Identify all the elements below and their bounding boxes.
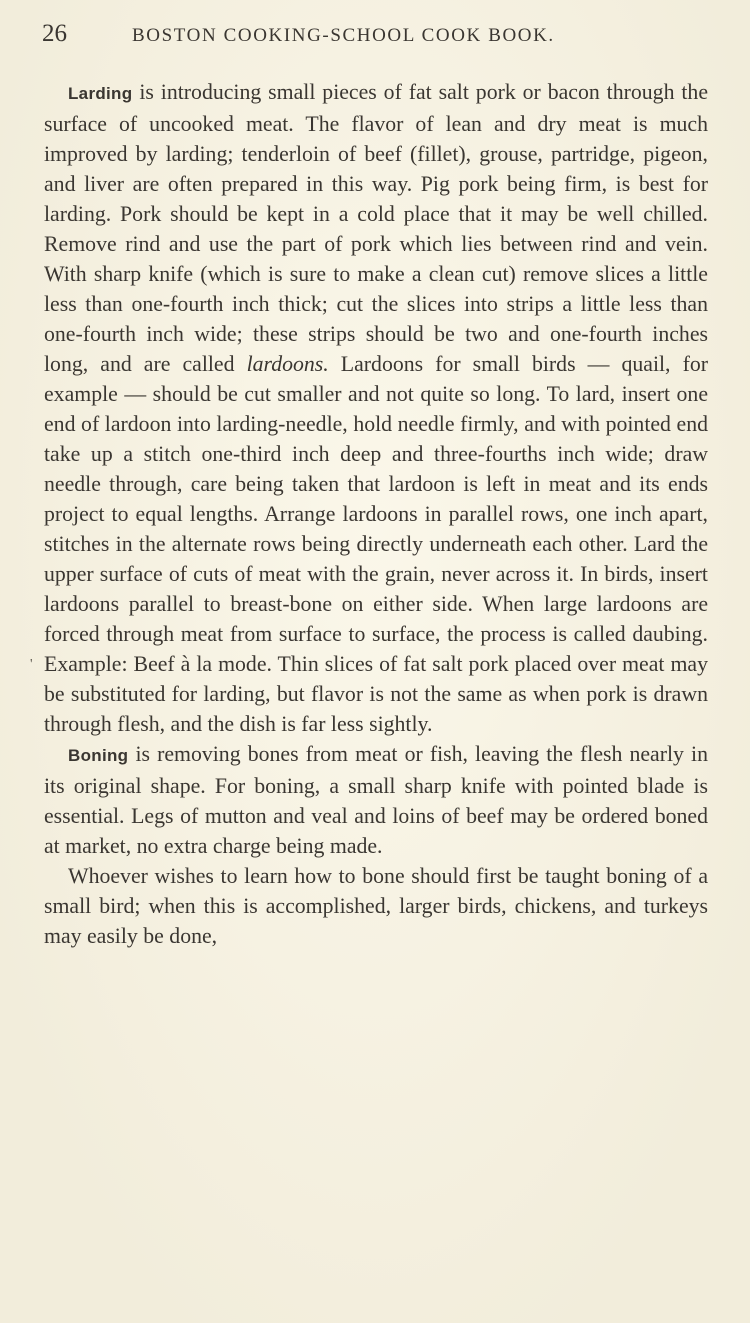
whoever-text: Whoever wishes to learn how to bone should first be taught boning of a small bird; when this is accomplished, larger birds, chickens, and turkeys may easily be done, [44, 864, 708, 948]
boning-term: Boning [68, 746, 129, 765]
larding-text-2: Lardoons for small birds — quail, for example — should be cut smaller and not quite so long. To lard, insert one end of lardoon into larding-needle, hold needle firmly, and with pointed end take up a stitch one-third inch deep and three-fourths inch wide; draw needle through, care being taken that lardoon is left in meat and its ends project to equal lengths. Arrange lardoons in parallel rows, one inch apart, stitches in the alternate rows being directly underneath each other. Lard the upper surface of cuts of meat with the grain, never across it. In birds, insert lardoons parallel to breast-bone on either side. When large lardoons are forced through meat from surface to surface, the process is called daubing. Example: Beef à la mode. Thin slices of fat salt pork placed over meat may be substituted for larding, but flavor is not the same as when pork is drawn through flesh, and the dish is far less sightly. [44, 352, 708, 736]
larding-text-1: is introducing small pieces of fat salt pork or bacon through the surface of uncooked meat. The flavor of lean and dry meat is much improved by larding; tenderloin of beef (fillet), grouse, partridge, pigeon, and liver are often prepared in this way. Pig pork being firm, is best for larding. Pork should be kept in a cold place that it may be well chilled. Remove rind and use the part of pork which lies between rind and vein. With sharp knife (which is sure to make a clean cut) remove slices a little less than one-fourth inch thick; cut the slices into strips a little less than one-fourth inch wide; these strips should be two and one-fourth inches long, and are called [44, 80, 708, 376]
running-title: BOSTON COOKING-SCHOOL COOK BOOK. [132, 25, 555, 46]
larding-term: Larding [68, 84, 133, 103]
running-head [42, 20, 708, 54]
boning-paragraph [44, 739, 708, 861]
boning-text: is removing bones from meat or fish, leaving the flesh nearly in its original shape. For boning, a small sharp knife with pointed blade is essential. Legs of mutton and veal and loins of beef may be ordered boned at market, no extra charge being made. [44, 742, 708, 858]
body-text [44, 77, 708, 951]
page-number: 26 [42, 20, 67, 47]
margin-mark: ' [30, 657, 33, 672]
lardoons-italic: lardoons. [246, 352, 329, 376]
larding-paragraph [44, 77, 708, 739]
whoever-paragraph [44, 861, 708, 951]
